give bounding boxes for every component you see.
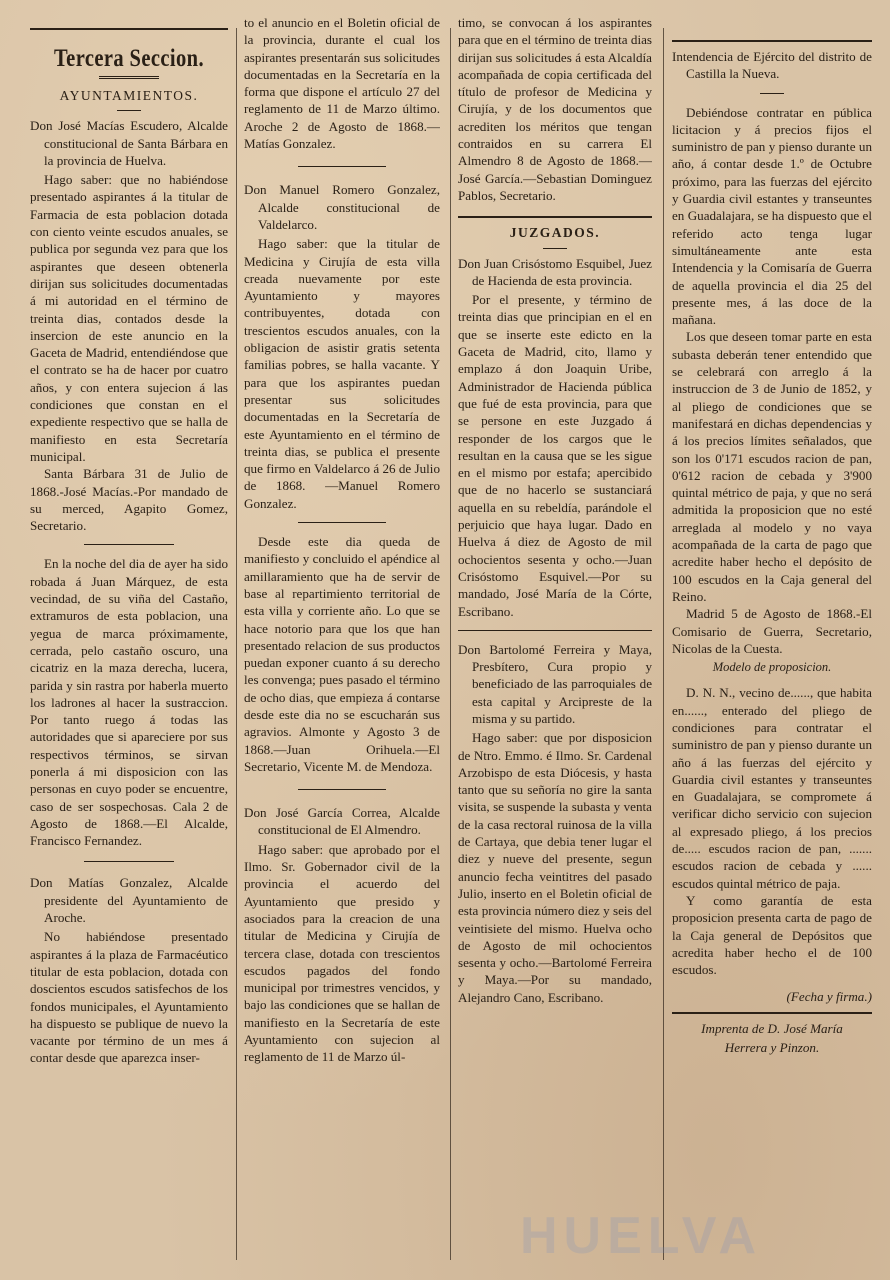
notice-header: Don José Macías Escudero, Alcalde constitucional de Santa Bárbara en la provincia de Huelva. bbox=[30, 118, 228, 168]
imprint-line: Herrera y Pinzon. bbox=[724, 1040, 820, 1056]
column-divider bbox=[663, 28, 664, 1260]
notice-body: Por el presente, y término de treinta dias que principian en el en que se inserte este edicto en la Gaceta de Madrid, cito, llamo y emplazo á don Joaquin Uribe, Administrador de Hacienda pública que fué de esta provincia, para que se persone en este Juzgado á responder de los cargos que le resultan en la causa que se les sigue en el mismo por estafa; apercibido que de no hacerlo se sustanciará aquella en su rebeldía, parándole el perjuicio que haya lugar. Dado en Huelva á diez de Agosto de mil ochocientos sesenta y ocho.—Juan Crisóstomo Esquivel.—Por su mandado, José María de la Córte, Escribano. bbox=[458, 292, 652, 619]
divider bbox=[84, 861, 173, 862]
short-rule bbox=[543, 248, 566, 249]
notice-body: Debiéndose contratar en pública licitacion y á precios fijos el suministro de pan y pienso durante un año, á contar desde 1.º de Octubre próximo, para las fuerzas del ejército y Guardia civil estantes y transeuntes en Guadalajara, se ha dispuesto que el referido acto tenga lugar simultáneamente ante esta Intendencia y la Comisaría de Guerra de aquella provincia el dia 25 del presente mes, á las doce de la mañana. bbox=[672, 104, 872, 328]
column-1 bbox=[30, 14, 228, 1266]
divider bbox=[458, 630, 652, 631]
notice-continuation: to el anuncio en el Boletin oficial de la provincia, durante el cual los aspirantes presentarán sus solicitudes documentadas en la Secretaría en la forma que dispone el artículo 27 del reglamento de 11 de Marzo último. Aroche 2 de Agosto de 1868.—Matías Gonzalez. bbox=[244, 15, 440, 152]
model-body: Y como garantía de esta proposicion presenta carta de pago de la Caja general de Depósitos que acredita haber hecho el de 100 escudos. bbox=[672, 892, 872, 978]
column-divider bbox=[450, 28, 451, 1260]
section-title: Tercera Seccion. bbox=[53, 45, 205, 72]
column-2 bbox=[244, 14, 440, 1266]
heading-juzgados: JUZGADOS. bbox=[509, 225, 601, 241]
notice-header: Don Matías Gonzalez, Alcalde presidente del Ayuntamiento de Aroche. bbox=[30, 875, 228, 926]
column-divider bbox=[236, 28, 237, 1260]
notice-body: Hago saber: que no habiéndose presentado aspirantes á la titular de Farmacia de esta poblacion dotada con ciento veinte escudos anuales, se publica por segunda vez para que los aspirantes que deseen obtenerla dirijan sus solicitudes documentadas á mi autoridad en el término de treinta dias, contados desde la insercion de este anuncio en la Gaceta de Madrid, entendiéndose que el contrato se ha de hacer por cuatro años, y con entera sujecion á las condiciones que constan en el expediente respectivo que se halla de manifiesto en esta Secretaría municipal. bbox=[30, 172, 228, 464]
heading-ayuntamientos: AYUNTAMIENTOS. bbox=[59, 88, 199, 103]
notice-continuation: timo, se convocan á los aspirantes para que en el término de treinta dias dirijan sus solicitudes á esta Alcaldía acompañada de copia certificada del título de profesor de Medicina y Cirujía, y de los documentos que acrediten los méritos que tengan contraidos en su carrera El Almendro 8 de Agosto de 1868.—José García.—Sebastian Dominguez Pablos, Secretario. bbox=[458, 15, 652, 203]
notice-signature: Madrid 5 de Agosto de 1868.-El Comisario de Guerra, Secretario, Nicolas de la Cuesta. bbox=[672, 606, 872, 656]
notice-body: No habiéndose presentado aspirantes á la plaza de Farmacéutico titular de esta poblacion, dotada con doscientos escudos satisfechos de los fondos municipales, el Ayuntamiento ha dispuesto se publique de nuevo la vacante por término de un mes á contar desde que aparezca inser- bbox=[30, 929, 228, 1066]
divider bbox=[298, 789, 386, 790]
notice-header: Intendencia de Ejército del distrito de Castilla la Nueva. bbox=[672, 49, 872, 82]
notice-body: Hago saber: que aprobado por el Ilmo. Sr. Gobernador civil de la provincia el acuerdo del Ayuntamiento que presido y asociados para la creacion de una titular de Medicina y Cirujía de tercera clase, dotada con trescientos escudos pagados del fondo municipal por trimestres vencidos, y bajo las condiciones que se hallan de manifiesto en la Secretaría de este Ayuntamiento con sujecion al reglamento de 11 de Marzo úl- bbox=[244, 841, 440, 1065]
imprint-rule bbox=[672, 1012, 872, 1014]
section-rule bbox=[458, 216, 652, 218]
archive-watermark: HUELVA bbox=[520, 1207, 763, 1265]
ornament-divider bbox=[99, 76, 159, 79]
column-4 bbox=[672, 14, 872, 1266]
top-rule bbox=[30, 28, 228, 30]
notice-header: Don José García Correa, Alcalde constitucional de El Almendro. bbox=[244, 805, 440, 838]
notice-header: Don Bartolomé Ferreira y Maya, Presbítero, Cura propio y beneficiado de las parroquiales de esta capital y Arcipreste de la misma y su partido. bbox=[458, 641, 652, 726]
notice-header: Don Manuel Romero Gonzalez, Alcalde constitucional de Valdelarco. bbox=[244, 182, 440, 232]
notice-body: Desde este dia queda de manifiesto y concluido el apéndice al amillaramiento que ha de servir de base al repartimiento territorial de esta villa y corriente año. Lo que se hace notorio para que los que han presentado relacion de sus productos puedan exponer cuanto á su derecho les convenga; pues pasado el término de ocho dias, que empieza á contarse desde este dia no se escucharán sus agravios. Almonte y Agosto 3 de 1868.—Juan Orihuela.—El Secretario, Vicente M. de Mendoza. bbox=[244, 534, 440, 774]
model-body: D. N. N., vecino de......, que habita en......, enterado del pliego de condiciones para contratar el suministro de pan y pienso durante un año á las fuerzas del ejército y Guardia civil estantes y transeuntes en Guadalajara, se compromete á verificar dicho servicio con sujecion al expresado pliego, á los precios de..... escudos racion de pan, ....... escudos racion de cebada y ...... escudos quintal métrico de paja. bbox=[672, 685, 872, 891]
short-rule bbox=[760, 93, 784, 94]
notice-body: En la noche del dia de ayer ha sido robada á Juan Márquez, de esta vecindad, de su viña del Castaño, extramuros de esta poblacion, una yegua de marca próximamente, cerrada, pelo castaño oscuro, una cicatriz en la maza derecha, lucera, parida y sin rastra por haberla muerto los ladrones al hacer la sustraccion. Por tanto ruego á todas las autoridades que si apareciere por sus respectivos términos, se sirvan ponerla á mi disposicion con las personas en cuyo poder se encuentre, caso de ser sospechosas. Cala 2 de Agosto de 1868.—El Alcalde, Francisco Fernandez. bbox=[30, 556, 228, 849]
divider bbox=[84, 544, 173, 545]
imprint-line: Imprenta de D. José María bbox=[701, 1020, 843, 1036]
notice-signature: Santa Bárbara 31 de Julio de 1868.-José Macías.-Por mandado de su merced, Agapito Gomez, Secretario. bbox=[30, 466, 228, 534]
column-3 bbox=[458, 14, 652, 1266]
notice-header: Don Juan Crisóstomo Esquibel, Juez de Hacienda de esta provincia. bbox=[458, 255, 652, 288]
notice-body: Hago saber: que la titular de Medicina y Cirujía de esta villa creada nuevamente por este Ayuntamiento y mayores contribuyentes, dotada con trescientos escudos anuales, con la obligacion de asistir gratis setenta familias pobres, se halla vacante. Y para que los aspirantes puedan presentar sus solicitudes documentadas en la Secretaría de este Ayuntamiento en el término de treinta dias, se publica el presente que firmo en Valdelarco á 26 de Julio de 1868. —Manuel Romero Gonzalez. bbox=[244, 236, 440, 511]
model-signature: (Fecha y firma.) bbox=[786, 989, 872, 1005]
short-rule bbox=[117, 110, 141, 111]
notice-body: Los que deseen tomar parte en esta subasta deberán tener entendido que se celebrará con arreglo á la instruccion de 3 de Junio de 1852, y al pliego de condiciones que se manifestará en dichas dependencias y á los precios límites señalados, que son los 0'171 escudos racion de pan, 0'612 racion de cebada y 3'900 quintal métrico de paja, y que no será admitida la proposicion que no esté arreglada al modelo y no vaya acompañada de la carta de pago que acredite haber hecho el depósito de 100 escudos en la Caja general del Reino. bbox=[672, 329, 872, 604]
notice-body: Hago saber: que por disposicion de Ntro. Emmo. é Ilmo. Sr. Cardenal Arzobispo de esta Diócesis, y hasta tanto que su señoría no gire la santa visita, se suspende la subasta y venta de la casa rectoral ruinosa de la villa de Cartaya, que debia tener lugar el diez y nueve del presente, segun anuncio fecha veintitres del pasado Julio, inserto en el Boletin oficial de esta provincia número diez y seis del veintisiete del mismo. Huelva ocho de Agosto de mil ochocientos sesenta y ocho.—Bartolomé Ferreira y Maya.—Por su mandado, Alejandro Cano, Escribano. bbox=[458, 730, 652, 1005]
divider bbox=[298, 522, 386, 523]
top-rule bbox=[672, 40, 872, 42]
model-title: Modelo de proposicion. bbox=[712, 660, 832, 675]
divider bbox=[298, 166, 386, 167]
